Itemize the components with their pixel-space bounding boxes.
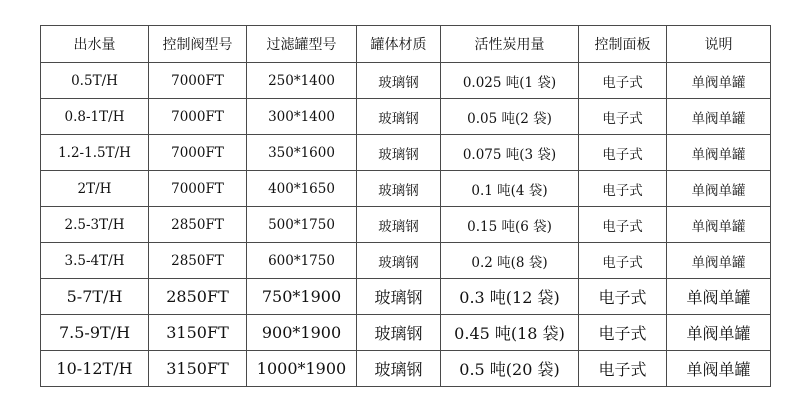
cell-filter-tank-model: 600*1750 — [247, 243, 357, 279]
cell-tank-material: 玻璃钢 — [357, 171, 441, 207]
cell-water-output: 3.5-4T/H — [41, 243, 149, 279]
cell-control-valve-model: 7000FT — [149, 171, 247, 207]
cell-description: 单阀单罐 — [667, 135, 771, 171]
cell-control-valve-model: 2850FT — [149, 279, 247, 315]
table-header-row — [41, 26, 771, 63]
cell-filter-tank-model: 500*1750 — [247, 207, 357, 243]
header-carbon-amount: 活性炭用量 — [441, 26, 579, 63]
cell-control-panel: 电子式 — [579, 351, 667, 387]
cell-water-output: 5-7T/H — [41, 279, 149, 315]
cell-carbon-amount: 0.1 吨(4 袋) — [441, 171, 579, 207]
cell-description: 单阀单罐 — [667, 207, 771, 243]
cell-carbon-amount: 0.5 吨(20 袋) — [441, 351, 579, 387]
cell-description: 单阀单罐 — [667, 315, 771, 351]
cell-water-output: 0.5T/H — [41, 63, 149, 99]
cell-control-panel: 电子式 — [579, 63, 667, 99]
cell-control-panel: 电子式 — [579, 243, 667, 279]
cell-description: 单阀单罐 — [667, 63, 771, 99]
header-tank-material: 罐体材质 — [357, 26, 441, 63]
cell-water-output: 1.2-1.5T/H — [41, 135, 149, 171]
table-row — [41, 63, 771, 99]
table-row — [41, 135, 771, 171]
table-row — [41, 207, 771, 243]
cell-control-valve-model: 2850FT — [149, 243, 247, 279]
cell-tank-material: 玻璃钢 — [357, 315, 441, 351]
cell-control-valve-model: 7000FT — [149, 99, 247, 135]
cell-tank-material: 玻璃钢 — [357, 135, 441, 171]
cell-control-valve-model: 3150FT — [149, 315, 247, 351]
cell-description: 单阀单罐 — [667, 243, 771, 279]
cell-description: 单阀单罐 — [667, 279, 771, 315]
table-row — [41, 243, 771, 279]
cell-tank-material: 玻璃钢 — [357, 207, 441, 243]
cell-filter-tank-model: 250*1400 — [247, 63, 357, 99]
cell-carbon-amount: 0.025 吨(1 袋) — [441, 63, 579, 99]
cell-control-valve-model: 3150FT — [149, 351, 247, 387]
table-row — [41, 315, 771, 351]
header-water-output: 出水量 — [41, 26, 149, 63]
cell-filter-tank-model: 400*1650 — [247, 171, 357, 207]
cell-tank-material: 玻璃钢 — [357, 351, 441, 387]
header-control-panel: 控制面板 — [579, 26, 667, 63]
cell-description: 单阀单罐 — [667, 351, 771, 387]
cell-carbon-amount: 0.2 吨(8 袋) — [441, 243, 579, 279]
cell-tank-material: 玻璃钢 — [357, 279, 441, 315]
cell-filter-tank-model: 750*1900 — [247, 279, 357, 315]
table-body — [41, 63, 771, 387]
cell-tank-material: 玻璃钢 — [357, 243, 441, 279]
cell-description: 单阀单罐 — [667, 171, 771, 207]
cell-control-panel: 电子式 — [579, 171, 667, 207]
cell-control-panel: 电子式 — [579, 279, 667, 315]
cell-water-output: 7.5-9T/H — [41, 315, 149, 351]
cell-water-output: 2.5-3T/H — [41, 207, 149, 243]
cell-water-output: 10-12T/H — [41, 351, 149, 387]
cell-control-panel: 电子式 — [579, 207, 667, 243]
header-control-valve-model: 控制阀型号 — [149, 26, 247, 63]
header-filter-tank-model: 过滤罐型号 — [247, 26, 357, 63]
cell-control-valve-model: 7000FT — [149, 135, 247, 171]
cell-carbon-amount: 0.45 吨(18 袋) — [441, 315, 579, 351]
specification-table — [40, 25, 771, 387]
table-row — [41, 279, 771, 315]
cell-control-valve-model: 2850FT — [149, 207, 247, 243]
cell-filter-tank-model: 1000*1900 — [247, 351, 357, 387]
cell-carbon-amount: 0.3 吨(12 袋) — [441, 279, 579, 315]
cell-filter-tank-model: 900*1900 — [247, 315, 357, 351]
cell-control-panel: 电子式 — [579, 135, 667, 171]
table-row — [41, 171, 771, 207]
header-description: 说明 — [667, 26, 771, 63]
cell-water-output: 2T/H — [41, 171, 149, 207]
table-row — [41, 99, 771, 135]
cell-filter-tank-model: 300*1400 — [247, 99, 357, 135]
cell-control-panel: 电子式 — [579, 99, 667, 135]
cell-filter-tank-model: 350*1600 — [247, 135, 357, 171]
cell-tank-material: 玻璃钢 — [357, 99, 441, 135]
cell-carbon-amount: 0.15 吨(6 袋) — [441, 207, 579, 243]
cell-carbon-amount: 0.05 吨(2 袋) — [441, 99, 579, 135]
cell-control-panel: 电子式 — [579, 315, 667, 351]
cell-carbon-amount: 0.075 吨(3 袋) — [441, 135, 579, 171]
table-row — [41, 351, 771, 387]
cell-water-output: 0.8-1T/H — [41, 99, 149, 135]
cell-description: 单阀单罐 — [667, 99, 771, 135]
cell-tank-material: 玻璃钢 — [357, 63, 441, 99]
cell-control-valve-model: 7000FT — [149, 63, 247, 99]
